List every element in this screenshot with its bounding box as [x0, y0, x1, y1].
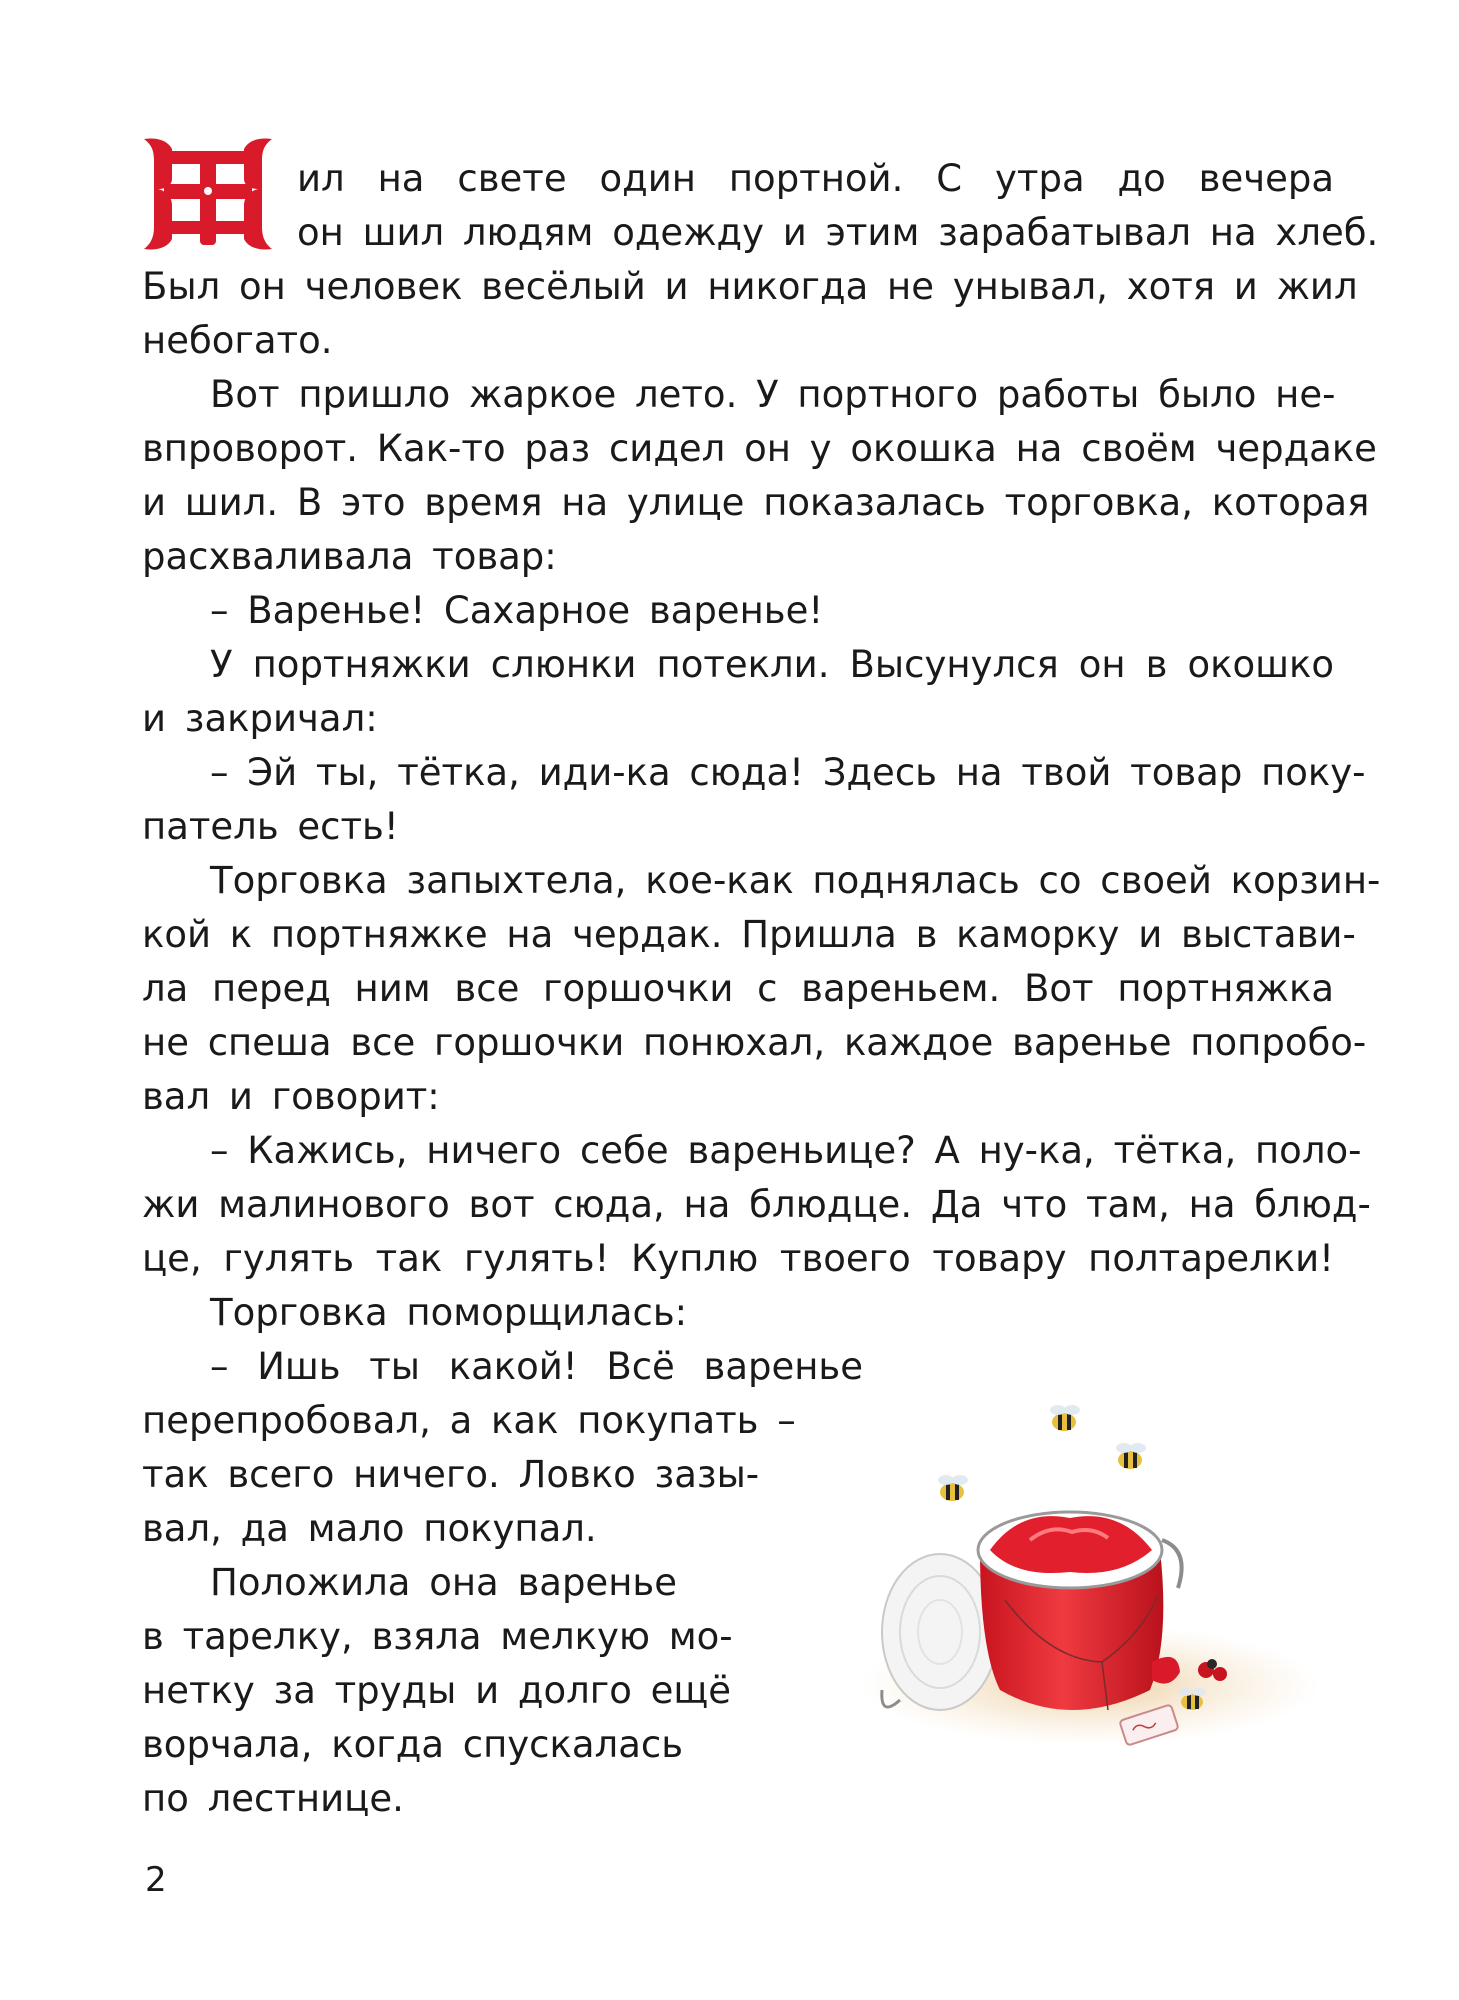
bee-icon [1050, 1405, 1080, 1431]
text-line: расхваливала товар: [142, 535, 557, 578]
page-number: 2 [145, 1860, 167, 1900]
text-line: он шил людям одежду и этим зарабатывал на хлеб. [297, 211, 1379, 254]
text-line: ворчала, когда спускалась [142, 1723, 684, 1766]
text-line: и шил. В это время на улице показалась торговка, которая [142, 481, 1370, 524]
pot-icon [978, 1512, 1182, 1710]
bee-icon [938, 1475, 968, 1501]
text-line: в тарелку, взяла мелкую мо- [142, 1615, 733, 1658]
text-line: Был он человек весёлый и никогда не унывал, хотя и жил [142, 265, 1358, 308]
text-line: так всего ничего. Ловко зазы- [142, 1453, 760, 1496]
text-line: ил на свете один портной. С утра до вечера [297, 157, 1334, 200]
text-line: перепробовал, а как покупать – [142, 1399, 796, 1442]
text-line: – Варенье! Сахарное варенье! [210, 589, 824, 632]
text-line: Торговка запыхтела, кое-как поднялась со своей корзин- [210, 859, 1381, 902]
jam-pot-illustration [840, 1400, 1320, 1780]
text-line: патель есть! [142, 805, 399, 848]
text-line: Вот пришло жаркое лето. У портного работы было не- [210, 373, 1336, 416]
text-line: Положила она варенье [210, 1561, 677, 1604]
text-line: вал, да мало покупал. [142, 1507, 597, 1550]
text-line: – Эй ты, тётка, иди-ка сюда! Здесь на твой товар поку- [210, 751, 1366, 794]
bee-icon [1116, 1443, 1146, 1469]
text-line: нетку за труды и долго ещё [142, 1669, 732, 1712]
text-line: впроворот. Как-то раз сидел он у окошка на своём чердаке [142, 427, 1377, 470]
text-line: – Ишь ты какой! Всё варенье [210, 1345, 863, 1388]
text-line: Торговка поморщилась: [210, 1291, 688, 1334]
text-line: ла перед ним все горшочки с вареньем. Вот портняжка [142, 967, 1334, 1010]
text-line: жи малинового вот сюда, на блюдце. Да что там, на блюд- [142, 1183, 1371, 1226]
text-line: и закричал: [142, 697, 378, 740]
text-line: кой к портняжке на чердак. Пришла в каморку и выстави- [142, 913, 1356, 956]
text-line: У портняжки слюнки потекли. Высунулся он в окошко [210, 643, 1334, 686]
text-line: – Кажись, ничего себе вареньице? А ну-ка, тётка, поло- [210, 1129, 1362, 1172]
text-line: вал и говорит: [142, 1075, 440, 1118]
text-line: не спеша все горшочки понюхал, каждое варенье попробо- [142, 1021, 1367, 1064]
text-line: небогато. [142, 319, 333, 362]
text-line: це, гулять так гулять! Куплю твоего товару полтарелки! [142, 1237, 1334, 1280]
text-line: по лестнице. [142, 1777, 404, 1820]
